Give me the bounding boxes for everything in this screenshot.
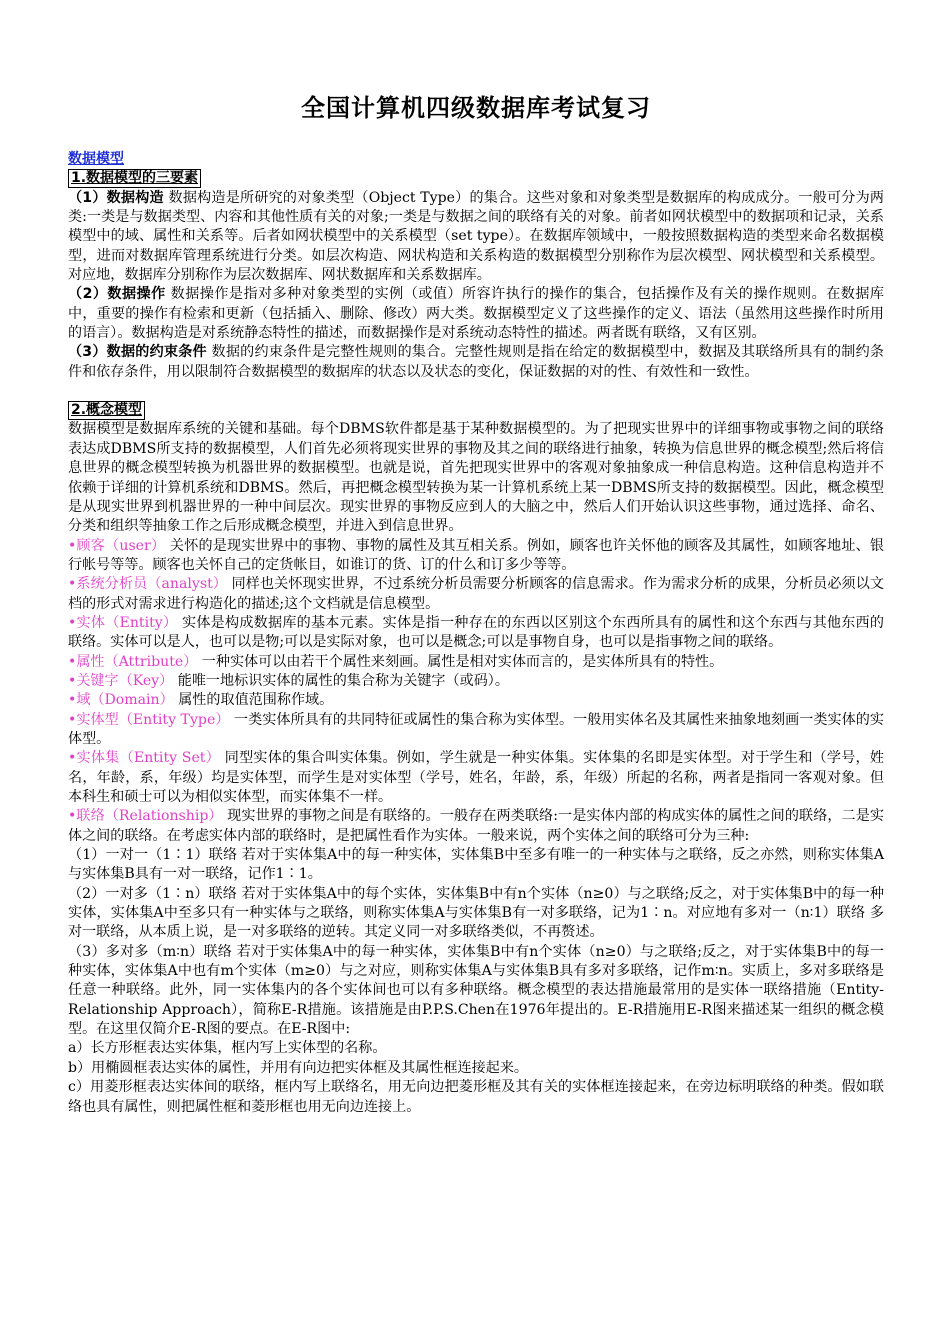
term-relationship: •联络（Relationship） 现实世界的事物之间是有联络的。一般存在两类联络:一是实体内部的构成实体的属性之间的联络，二是实体之间的联络。在考虑实体内部的联络时，是把属性看作为实体。一般来说，两个实体之间的联络可分为三种: [68, 808, 884, 844]
section1-paragraph-2: （2）数据操作 数据操作是指对多种对象类型的实例（或值）所容许执行的操作的集合，包括操作及有关的操作规则。在数据库中，重要的操作有检索和更新（包括插入、删除、修改）两大类。数据模型定义了这些操作的定义、语法（虽然用这些操作时所用的语言）。数据构造是对系统静态特性的描述，而数据操作是对系统动态特性的描述。两者既有联络，又有区别。 [68, 286, 884, 342]
er-point-a: a）长方形框表达实体集，框内写上实体型的名称。 [68, 1040, 387, 1057]
er-point-b: b）用椭圆框表达实体的属性，并用有向边把实体框及其属性框连接起来。 [68, 1059, 529, 1076]
er-point-c: c）用菱形框表达实体间的联络，框内写上联络名，用无向边把菱形框及其有关的实体框连接起来，在旁边标明联络的种类。假如联络也具有属性，则把属性框和菱形框也用无向边连接上。 [68, 1079, 884, 1115]
term-entity: •实体（Entity） 实体是构成数据库的基本元素。实体是指一种存在的东西以区别这个东西所具有的属性和这个东西与其他东西的联络。实体可以是人，也可以是物;可以是实际对象，也可以是概念;可以是事物自身，也可以是指事物之间的联络。 [68, 614, 884, 651]
relationship-one-to-one: （1）一对一（1∶1）联络 若对于实体集A中的每一种实体，实体集B中至多有唯一的一种实体与之联络，反之亦然，则称实体集A与实体集B具有一对一联络，记作1∶1。 [68, 847, 884, 883]
relationship-one-to-many: （2）一对多（1∶n）联络 若对于实体集A中的每个实体，实体集B中有n个实体（n≥0）与之联络;反之，对于实体集B中的每一种实体，实体集A中至多只有一种实体与之联络，则称实体集A与实体集B有一对多联络，记为1∶n。对应地有多对一（n∶1）联络 多对一联络，从本质上说，是一对多联络的逆转。其定义同一对多联络类似，不再赘述。 [68, 885, 884, 941]
term-user: •顾客（user） 关怀的是现实世界中的事物、事物的属性及其互相关系。例如，顾客也许关怀他的顾客及其属性，如顾客地址、银行帐号等等。顾客也关怀自己的定货帐目，如谁订的货、订的什么和订多少等等。 [68, 537, 884, 573]
page-title: 全国计算机四级数据库考试复习 [301, 94, 651, 122]
term-analyst: •系统分析员（analyst） 同样也关怀现实世界，不过系统分析员需要分析顾客的信息需求。作为需求分析的成果，分析员必须以文档的形式对需求进行构造化的描述;这个文档就是信息模型。 [68, 576, 885, 612]
term-attribute: •属性（Attribute） 一种实体可以由若干个属性来刻画。属性是相对实体而言的，是实体所具有的特性。 [68, 653, 724, 670]
term-domain: •域（Domain） 属性的取值范围称作域。 [68, 692, 334, 709]
section1-heading: 1.数据模型的三要素 [68, 169, 201, 188]
term-entity-set: •实体集（Entity Set） 同型实体的集合叫实体集。例如，学生就是一种实体集。实体集的名即是实体型。对于学生和（学号，姓名，年龄，系，年级）均是实体型，而学生是对实体型（学号，姓名，年龄，系，年级）所起的名称，两者是指同一客观对象。但本科生和硕士可以为相似实体型，而实体集不一样。 [68, 750, 884, 805]
document-body [68, 150, 884, 1117]
term-key: •关键字（Key） 能唯一地标识实体的属性的集合称为关键字（或码）。 [68, 672, 509, 689]
term-entity-type: •实体型（Entity Type） 一类实体所具有的共同特征或属性的集合称为实体型。一般用实体名及其属性来抽象地刻画一类实体的实体型。 [68, 711, 884, 747]
section1-paragraph-1: （1）数据构造 数据构造是所研究的对象类型（Object Type）的集合。这些对象和对象类型是数据库的构成成分。一般可分为两类:一类是与数据类型、内容和其他性质有关的对象;一类是与数据之间的联络有关的对象。前者如网状模型中的数据项和记录，关系模型中的域、属性和关系等。后者如网状模型中的关系模型（set type）。在数据库领域中，一般按照数据构造的类型来命名数据模型，进而对数据库管理系统进行分类。如层次构造、网状构造和关系构造的数据模型分别称作为层次模型、网状模型和关系模型。对应地，数据库分别称作为层次数据库、网状数据库和关系数据库。 [68, 189, 884, 284]
section1-paragraph-3: （3）数据的约束条件 数据的约束条件是完整性规则的集合。完整性规则是指在给定的数据模型中，数据及其联络所具有的制约条件和依存条件，用以限制符合数据模型的数据库的状态以及状态的变化，保证数据的对的性、有效性和一致性。 [68, 344, 884, 380]
relationship-many-to-many: （3）多对多（m∶n）联络 若对于实体集A中的每一种实体，实体集B中有n个实体（n≥0）与之联络;反之，对于实体集B中的每一种实体，实体集A中也有m个实体（m≥0）与之对应，则称实体集A与实体集B具有多对多联络，记作m∶n。实质上，多对多联络是任意一种联络。此外，同一实体集内的各个实体间也可以有多种联络。概念模型的表达措施最常用的是实体一联络措施（Entity-Relationship Approach），简称E-R措施。该措施是由P.P.S.Chen在1976年提出的。E-R措施用E-R图来描述某一组织的概念模型。在这里仅简介E-R图的要点。在E-R图中: [68, 943, 884, 1038]
data-model-link[interactable]: 数据模型 [68, 151, 124, 167]
section2-heading: 2.概念模型 [68, 401, 145, 420]
section2-intro: 数据模型是数据库系统的关键和基础。每个DBMS软件都是基于某种数据模型的。为了把现实世界中的详细事物或事物之间的联络表达成DBMS所支持的数据模型，人们首先必须将现实世界的事物及其之间的联络进行抽象，转换为信息世界的概念模型;然后将信息世界的概念模型转换为机器世界的数据模型。也就是说，首先把现实世界中的客观对象抽象成一种信息构造。这种信息构造并不依赖于详细的计算机系统和DBMS。然后，再把概念模型转换为某一计算机系统上某一DBMS所支持的数据模型。因此，概念模型是从现实世界到机器世界的一种中间层次。现实世界的事物反应到人的大脑之中，然后人们开始认识这些事物，通过选择、命名、分类和组织等抽象工作之后形成概念模型，并进入到信息世界。 [68, 421, 884, 535]
